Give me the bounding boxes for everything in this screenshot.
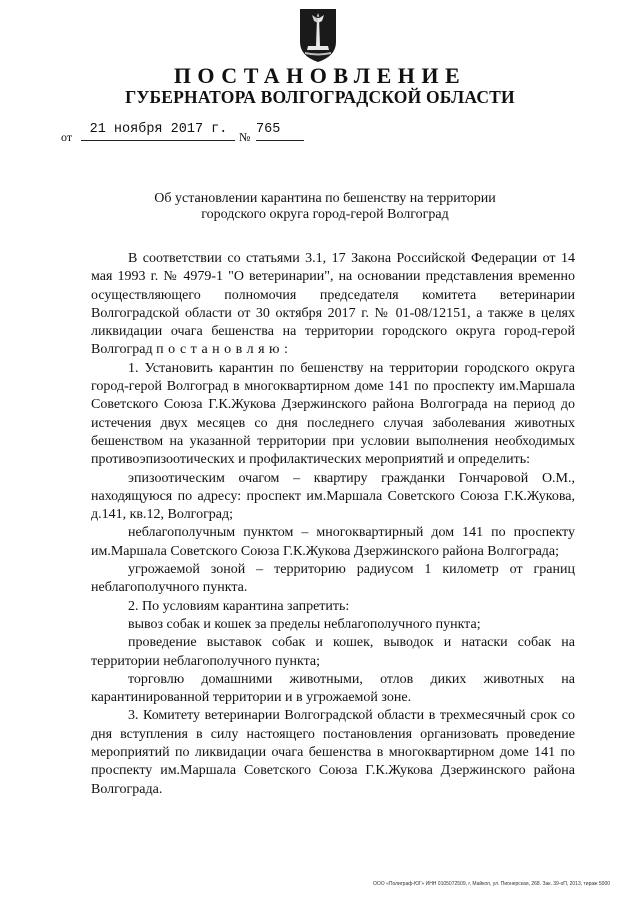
paragraph-2-exhibitions-ban: проведение выставок собак и кошек, выводок и натаски собак на территории неблагополучного пункта; bbox=[91, 635, 575, 669]
document-date: 21 ноября 2017 г. bbox=[89, 122, 228, 137]
paragraph-1-focus: эпизоотическим очагом – квартиру гражданки Гончаровой О.М., находящуюся по адресу: проспект им.Маршала Советского Союза Г.К.Жукова, д.141, кв.12, Волгоград; bbox=[91, 470, 575, 523]
paragraph-1-affected-point: неблагополучным пунктом – многоквартирный дом 141 по проспекту им.Маршала Советского Союза Г.К.Жукова Дзержинского района Волгограда; bbox=[91, 525, 575, 559]
print-imprint: ООО «Полиграф-ЮГ» ИНН 0105072509, г. Майкоп, ул. Пионерская, 268. Зак. 39-оП, 2013, тираж 5000 bbox=[373, 881, 610, 887]
document-subtitle: ГУБЕРНАТОРА ВОЛГОГРАДСКОЙ ОБЛАСТИ bbox=[125, 87, 515, 107]
preamble-paragraph bbox=[91, 250, 575, 360]
number-underline bbox=[256, 140, 304, 141]
paragraph-2: 2. По условиям карантина запретить: bbox=[128, 598, 350, 614]
decree-heading bbox=[110, 191, 540, 223]
coat-of-arms-icon bbox=[296, 6, 340, 64]
decree-body bbox=[91, 250, 575, 799]
document-title: ПОСТАНОВЛЕНИЕ bbox=[173, 63, 467, 88]
document-number: 765 bbox=[256, 122, 281, 137]
paragraph-3: 3. Комитету ветеринарии Волгоградской области в трехмесячный срок со дня вступления в силу настоящего постановления организовать проведение мероприятий по ликвидации очага бешенства в многоквартирном доме 141 по проспекту им.Маршала Советского Союза Г.К.Жукова Дзержинского района Волгограда. bbox=[91, 708, 575, 797]
preamble-text: В соответствии со статьями 3.1, 17 Закона Российской Федерации от 14 мая 1993 г. № 4979-1 "О ветеринарии", на основании представления временно осуществляющего полномочия председателя комитета ветеринарии Волгоградской области от 30 октября 2017 г. № 01-08/12151, а также в целях ликвидации очага бешенства на территории городского округа город-герой Волгоград bbox=[91, 251, 575, 358]
paragraph-1-threat-zone: угрожаемой зоной – территорию радиусом 1 километр от границ неблагополучного пункта. bbox=[91, 562, 575, 596]
decree-word: постановляю: bbox=[156, 342, 293, 358]
decree-heading-line-2: городского округа город-герой Волгоград bbox=[201, 207, 449, 222]
paragraph-2-trade-ban: торговлю домашними животными, отлов диких животных на карантинированной территории и в угрожаемой зоне. bbox=[91, 671, 575, 706]
number-prefix: № bbox=[239, 130, 251, 144]
decree-heading-line-1: Об установлении карантина по бешенству на территории bbox=[154, 191, 496, 206]
paragraph-2-export-ban: вывоз собак и кошек за пределы неблагополучного пункта; bbox=[128, 616, 481, 632]
document-date-number-line bbox=[61, 122, 311, 144]
date-underline bbox=[81, 140, 235, 141]
date-prefix: от bbox=[61, 130, 73, 144]
paragraph-1: 1. Установить карантин по бешенству на территории городского округа город-герой Волгоград в многоквартирном доме 141 по проспекту им.Маршала Советского Союза Г.К.Жукова Дзержинского района Волгограда на период до истечения двух месяцев со дня последнего случая заболевания животных бешенством на указанной территории при условии выполнения необходимых противоэпизоотических и профилактических мероприятий и определить: bbox=[91, 360, 575, 468]
